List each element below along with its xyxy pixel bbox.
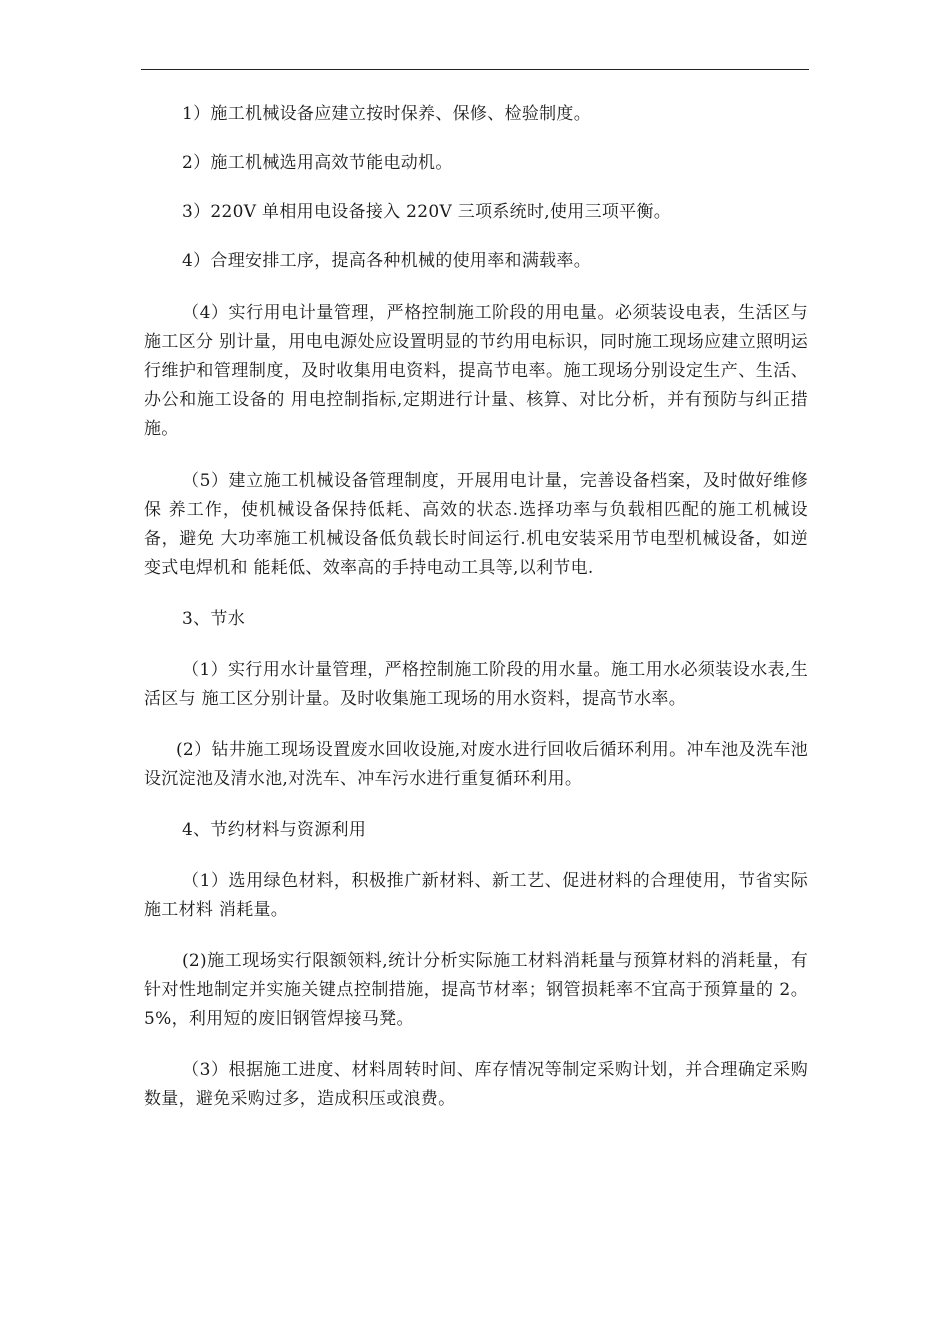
section-heading-material-saving: 4、节约材料与资源利用	[182, 820, 367, 840]
paragraph-power-metering: （4）实行用电计量管理，严格控制施工阶段的用电量。必须装设电表，生活区与施工区分 别计量，用电电源处应设置明显的节约用电标识，同时施工现场应建立照明运行维护和管理制度，及时收集用电资料，提高节电率。施工现场分别设定生产、生活、办公和施工设备的 用电控制指标,定期进行计量、核算、对比分析，并有预防与纠正措施。	[144, 303, 808, 439]
list-item-phase-balance: 3）220V 单相用电设备接入 220V 三项系统时,使用三项平衡。	[182, 202, 672, 222]
paragraph-procurement-plan: （3）根据施工进度、材料周转时间、库存情况等制定采购计划，并合理确定采购数量，避免采购过多，造成积压或浪费。	[144, 1060, 808, 1109]
list-item-maintenance: 1）施工机械设备应建立按时保养、保修、检验制度。	[182, 104, 592, 124]
list-item-efficient-motor: 2）施工机械选用高效节能电动机。	[182, 153, 453, 173]
paragraph-green-materials: （1）选用绿色材料，积极推广新材料、新工艺、促进材料的合理使用，节省实际施工材料 消耗量。	[144, 871, 808, 920]
document-body	[144, 100, 808, 1114]
paragraph-wastewater-recycling: (2）钻井施工现场设置废水回收设施,对废水进行回收后循环利用。冲车池及洗车池设沉淀池及清水池,对洗车、冲车污水进行重复循环利用。	[144, 740, 808, 789]
paragraph-equipment-management: （5）建立施工机械设备管理制度，开展用电计量，完善设备档案，及时做好维修保 养工作，使机械设备保持低耗、高效的状态.选择功率与负载相匹配的施工机械设备，避免 大功率施工机械设备低负载长时间运行.机电安装采用节电型机械设备，如逆变式电焊机和 能耗低、效率高的手持电动工具等,以利节电.	[144, 471, 808, 578]
list-item-scheduling: 4）合理安排工序，提高各种机械的使用率和满载率。	[182, 251, 592, 271]
paragraph-quota-materials: (2)施工现场实行限额领料,统计分析实际施工材料消耗量与预算材料的消耗量，有针对性地制定并实施关键点控制措施，提高节材率；钢管损耗率不宜高于预算量的 2。5%，利用短的废旧钢管焊接马凳。	[144, 951, 808, 1029]
paragraph-water-metering: （1）实行用水计量管理，严格控制施工阶段的用水量。施工用水必须装设水表,生活区与 施工区分别计量。及时收集施工现场的用水资料，提高节水率。	[144, 660, 808, 709]
section-heading-water-saving: 3、节水	[182, 609, 246, 629]
header-rule	[141, 69, 809, 70]
